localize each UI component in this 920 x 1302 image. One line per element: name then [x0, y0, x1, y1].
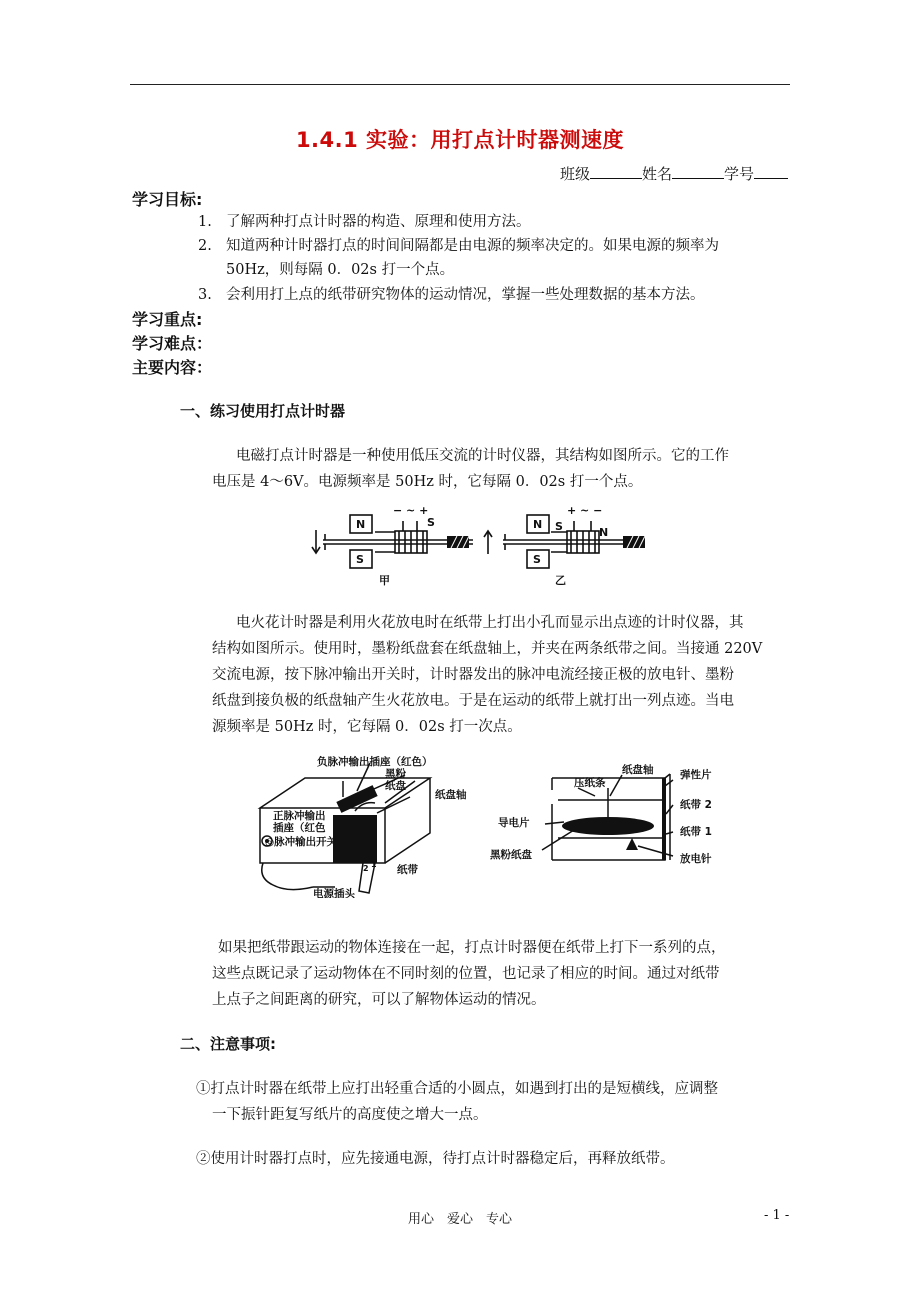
main-content-heading: 主要内容：	[132, 358, 213, 377]
para2-line4: 纸盘到接负极的纸盘轴产生火花放电。于是在运动的纸带上就打出一列点迹。当电	[212, 693, 734, 709]
s-label-left: S	[356, 553, 364, 566]
n-label-right: N	[533, 518, 543, 531]
para2-line3: 交流电源，按下脉冲输出开关时，计时器发出的脉冲电流经接正极的放电针、墨粉	[212, 667, 734, 683]
n-label-left: N	[356, 518, 366, 531]
class-label: 班级	[559, 165, 590, 183]
para2-line1: 电火花计时器是利用火花放电时在纸带上打出小孔而显示出点迹的计时仪器，其	[236, 615, 744, 631]
page-title: 1.4.1 实验：用打点计时器测速度	[295, 128, 625, 152]
goal-2-num: 2.	[198, 238, 212, 254]
goals-heading: 学习目标:	[132, 190, 203, 209]
press-strip-label: 压纸条	[574, 777, 606, 789]
pos-socket-label-2: 插座（红色	[273, 822, 326, 834]
para2-line2: 结构如图所示。使用时，墨粉纸盘套在纸盘轴上，并夹在两条纸带之间。当接通 220V	[212, 641, 763, 657]
pos-socket-label-1: 正脉冲输出	[273, 810, 326, 822]
tape-num-2: 2	[363, 864, 369, 873]
s-label-right: S	[533, 553, 541, 566]
para1-line1: 电磁打点计时器是一种使用低压交流的计时仪器，其结构如图所示。它的工作	[236, 448, 729, 464]
n-label-right-core: N	[599, 526, 609, 539]
tape-label: 纸带	[397, 864, 418, 876]
plug-label: 电源插头	[313, 888, 355, 898]
footer-motto: 用心 爱心 专心	[407, 1212, 512, 1227]
toner-disc-label-2: 纸盘	[385, 780, 406, 792]
page-number: - 1 -	[764, 1208, 790, 1223]
header-rule	[130, 84, 790, 85]
note1-line2: 一下振针距复写纸片的高度使之增大一点。	[212, 1107, 488, 1123]
number-blank	[754, 164, 788, 179]
section1-heading: 一、练习使用打点计时器	[180, 402, 346, 420]
timer-front-dark	[333, 815, 377, 863]
label-jia: 甲	[379, 574, 390, 587]
goal-3-text: 会利用打上点的纸带研究物体的运动情况，掌握一些处理数据的基本方法。	[226, 287, 705, 303]
neg-socket-label: 负脉冲输出插座（红色）	[317, 756, 433, 768]
disc-axis-label-inner: 纸盘轴	[622, 764, 654, 776]
electromagnetic-timer-figure	[305, 500, 660, 590]
label-yi: 乙	[555, 574, 566, 587]
para2-line5: 源频率是 50Hz 时，它每隔 0．02s 打一次点。	[212, 719, 522, 735]
spark-timer-external-figure	[245, 753, 490, 898]
needle-label: 放电针	[680, 853, 712, 865]
para3-line3: 上点子之间距离的研究，可以了解物体运动的情况。	[212, 992, 546, 1008]
para3-line1: 如果把纸带跟运动的物体连接在一起，打点计时器便在纸带上打下一系列的点，	[218, 940, 726, 956]
toner-disc-shape	[562, 817, 654, 835]
s-label-right-core: S	[555, 520, 563, 533]
key-points-heading: 学习重点:	[132, 310, 203, 329]
goal-2-text: 知道两种计时器打点的时间间隔都是由电源的频率决定的。如果电源的频率为	[226, 238, 719, 254]
guide-label: 导电片	[498, 817, 530, 829]
difficulties-heading: 学习难点：	[132, 334, 213, 353]
s-label-left-core: S	[427, 516, 435, 529]
goal-1-text: 了解两种打点计时器的构造、原理和使用方法。	[226, 214, 531, 230]
class-blank	[590, 164, 642, 179]
goal-2-text-cont: 50Hz，则每隔 0．02s 打一个点。	[226, 262, 455, 278]
note2-line: ②使用计时器打点时，应先接通电源，待打点计时器稳定后，再释放纸带。	[196, 1151, 675, 1167]
goal-1-num: 1.	[198, 214, 212, 230]
para1-line2: 电压是 4～6V。电源频率是 50Hz 时，它每隔 0．02s 打一个点。	[212, 474, 643, 490]
disc-axis-label: 纸盘轴	[435, 789, 467, 801]
para3-line2: 这些点既记录了运动物体在不同时刻的位置，也记录了相应的时间。通过对纸带	[212, 966, 720, 982]
spark-timer-internal-figure	[490, 760, 770, 880]
number-label: 学号	[723, 165, 754, 183]
toner-disc-label-1: 黑粉	[385, 768, 406, 780]
toner-disc-label: 黑粉纸盘	[490, 849, 532, 861]
tape2-label: 纸带 2	[680, 799, 712, 811]
section2-heading: 二、注意事项:	[180, 1035, 276, 1053]
polarity-left: − ~ +	[393, 504, 429, 517]
tape1-label: 纸带 1	[680, 826, 712, 838]
student-info-line	[560, 163, 788, 184]
switch-label: ◎脉冲输出开关	[265, 836, 338, 848]
name-label: 姓名	[641, 165, 672, 183]
tape-num-1: 1	[371, 860, 377, 869]
name-blank	[672, 164, 724, 179]
goal-3-num: 3.	[198, 287, 212, 303]
spring-label: 弹性片	[680, 769, 712, 781]
polarity-right: + ~ −	[567, 504, 603, 517]
note1-line1: ①打点计时器在纸带上应打出轻重合适的小圆点，如遇到打出的是短横线，应调整	[196, 1081, 718, 1097]
